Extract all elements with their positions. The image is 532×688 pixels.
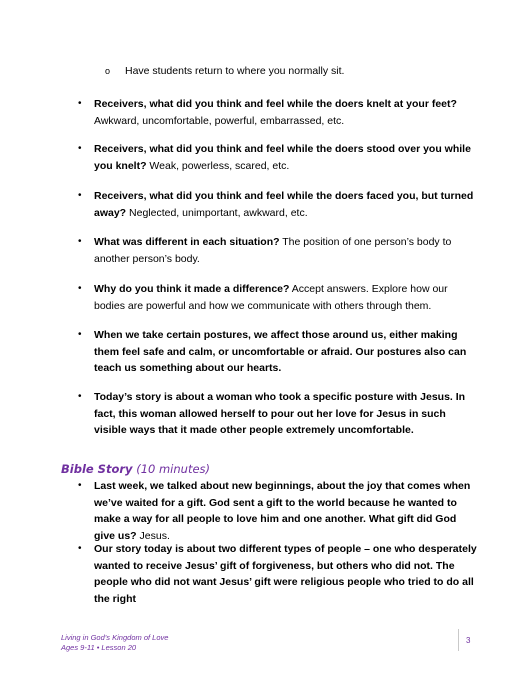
statement-text: When we take certain postures, we affect those around us, either making them feel safe and calm, or uncomfortable or afraid. Our postures also can teach us something about our hearts. [94, 329, 467, 374]
question-text: Why do you think it made a difference? [94, 283, 290, 295]
section-title: Bible Story [61, 462, 133, 476]
list-item [78, 141, 478, 174]
answer-text: The position of one person’s body to another person’s body. [94, 236, 452, 265]
answer-text: Neglected, unimportant, awkward, etc. [126, 206, 308, 219]
list-item [78, 541, 478, 607]
footer-series-title: Living in God’s Kingdom of Love [61, 633, 169, 642]
list-item [78, 188, 478, 221]
list-item [78, 327, 478, 377]
bullet-marker: • [78, 236, 82, 247]
answer-text: Awkward, uncomfortable, powerful, embarrassed, etc. [94, 114, 345, 127]
story-text: Our story today is about two different types of people – one who desperately wanted to receive Jesus’ gift of forgiveness, but others who did not. The people who did not want Jesus’ gift were religious people who tried to do all the right [94, 543, 477, 605]
answer-text: Weak, powerless, scared, etc. [146, 159, 290, 172]
list-item [78, 281, 478, 314]
question-text: Receivers, what did you think and feel while the doers faced you, but turned away? [94, 190, 474, 219]
page-number: 3 [466, 636, 471, 645]
sub-bullet: o [105, 66, 111, 76]
question-text: Receivers, what did you think and feel while the doers knelt at your feet? [94, 98, 457, 110]
footer-divider [458, 629, 459, 651]
bullet-marker: • [78, 391, 82, 402]
question-text: Receivers, what did you think and feel while the doers stood over you while you knelt? [94, 143, 471, 172]
bullet-marker: • [78, 543, 82, 554]
bullet-marker: • [78, 329, 82, 340]
question-text: What was different in each situation? [94, 236, 280, 248]
footer-lesson-info [61, 633, 168, 653]
list-item [78, 478, 478, 544]
section-duration: (10 minutes) [132, 462, 211, 476]
list-item [78, 389, 478, 439]
bullet-marker: • [78, 190, 82, 201]
list-item [78, 96, 478, 129]
list-item [78, 234, 478, 267]
bullet-marker: • [78, 480, 82, 491]
story-text: Last week, we talked about new beginnings, about the joy that comes when we’ve waited for a gift. God sent a gift to the world because he wanted to make a way for all people to love him and one another. What gift did God give us? [94, 480, 471, 542]
answer-text: Jesus. [136, 529, 170, 542]
bullet-marker: • [78, 98, 82, 109]
section-heading [61, 462, 210, 476]
answer-text: Accept answers. Explore how our bodies are powerful and how we communicate with others through them. [94, 283, 448, 312]
footer-ages-lesson: Ages 9-11 • Lesson 20 [61, 643, 137, 652]
sub-list-item [105, 64, 344, 78]
bullet-marker: • [78, 143, 82, 154]
sub-item-text: Have students return to where you normally sit. [125, 65, 345, 77]
statement-text: Today’s story is about a woman who took a specific posture with Jesus. In fact, this woman allowed herself to pour out her love for Jesus in such visible ways that it made other people extremely uncomfortable. [94, 391, 466, 436]
bullet-marker: • [78, 283, 82, 294]
